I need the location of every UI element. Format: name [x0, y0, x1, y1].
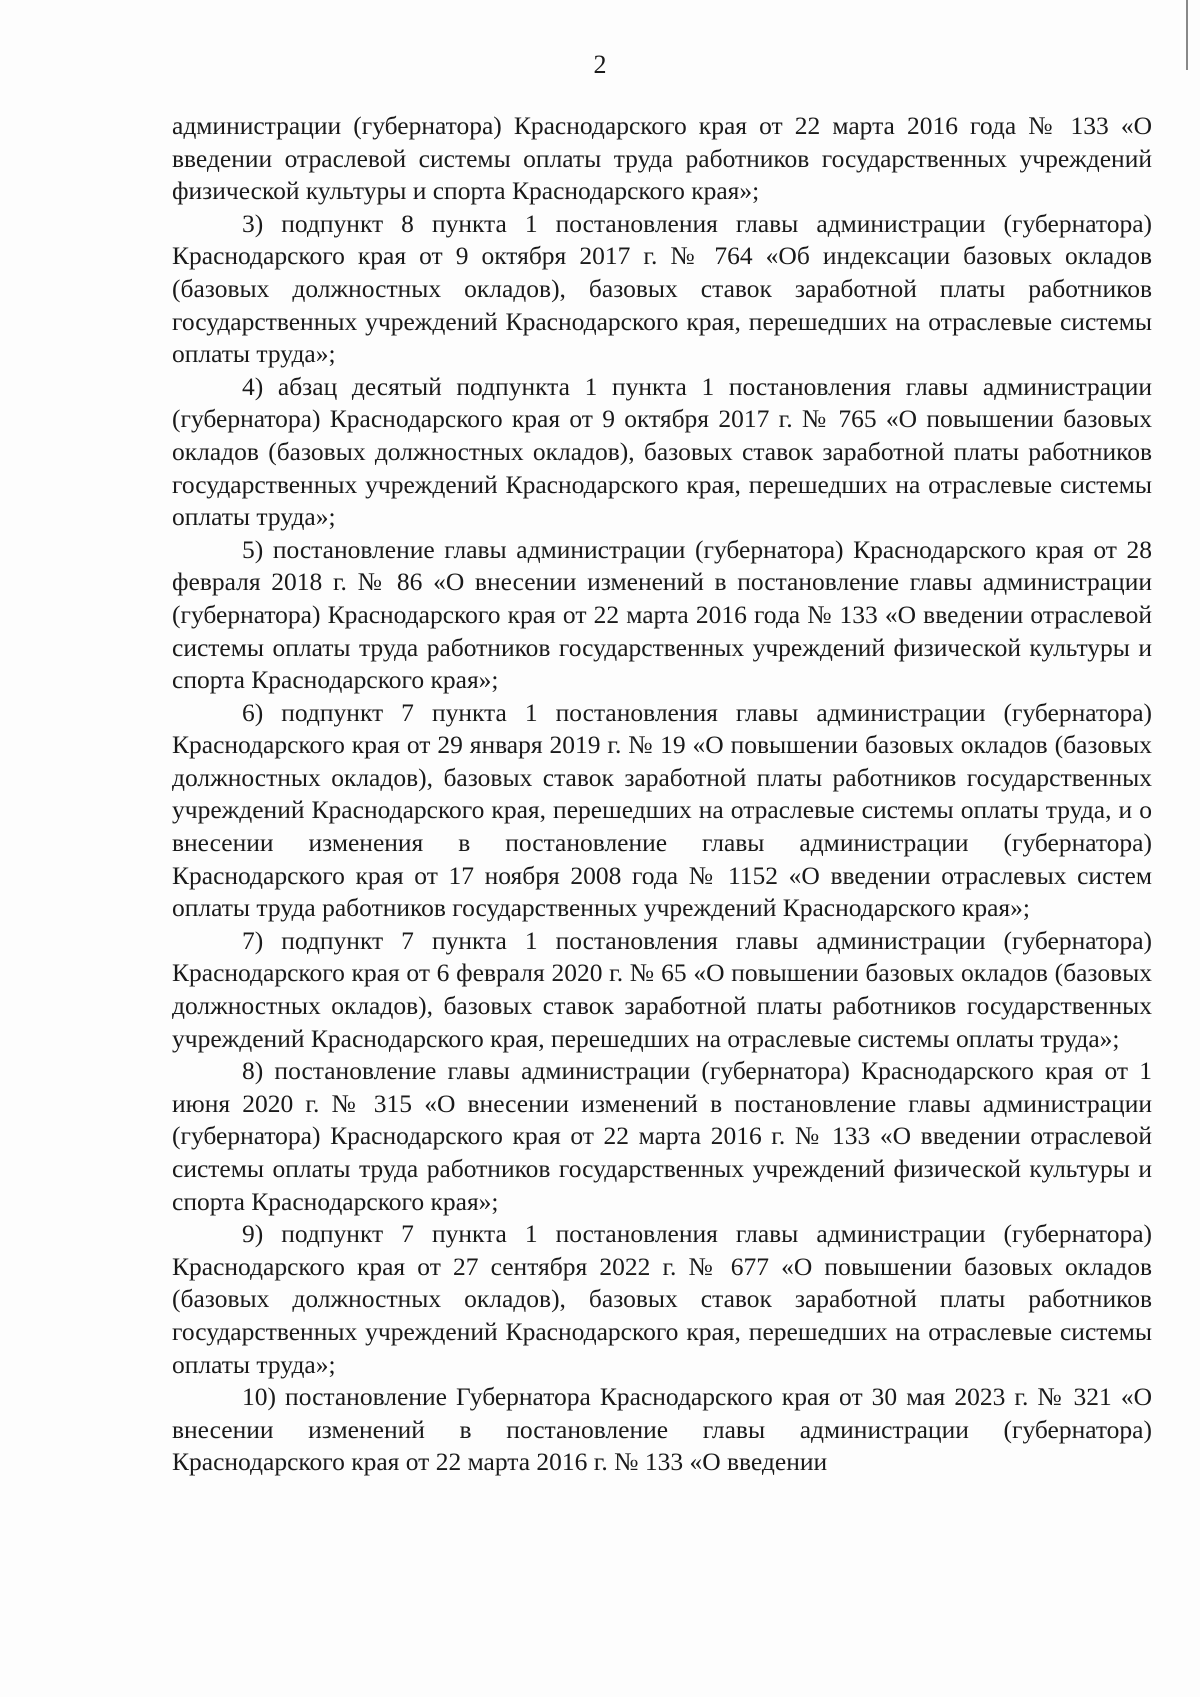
list-item-10: 10) постановление Губернатора Краснодарского края от 30 мая 2023 г. № 321 «О внесении изменений в постановление главы администрации (губернатора) Краснодарского края от 22 марта 2016 г. № 133 «О введении — [172, 1382, 1152, 1477]
list-item-7: 7) подпункт 7 пункта 1 постановления главы администрации (губернатора) Краснодарского края от 6 февраля 2020 г. № 65 «О повышении базовых окладов (базовых должностных окладов), базовых ставок заработной платы работников государственных учреждений Краснодарского края, перешедших на отраслевые системы оплаты труда»; — [172, 925, 1152, 1053]
paragraph-continuation: администрации (губернатора) Краснодарского края от 22 марта 2016 года № 133 «О введении отраслевой системы оплаты труда работников государственных учреждений физической культуры и спорта Краснодарского края»; — [172, 111, 1152, 206]
page-number: 2 — [593, 50, 607, 79]
list-item-8: 8) постановление главы администрации (губернатора) Краснодарского края от 1 июня 2020 г. № 315 «О внесении изменений в постановление главы администрации (губернатора) Краснодарского края от 22 марта 2016 г. № 133 «О введении отраслевой системы оплаты труда работников государственных учреждений физической культуры и спорта Краснодарского края»; — [172, 1056, 1152, 1216]
list-item-9: 9) подпункт 7 пункта 1 постановления главы администрации (губернатора) Краснодарского края от 27 сентября 2022 г. № 677 «О повышении базовых окладов (базовых должностных окладов), базовых ставок заработной платы работников государственных учреждений Краснодарского края, перешедших на отраслевые системы оплаты труда»; — [172, 1219, 1152, 1379]
document-body — [172, 110, 1152, 1479]
list-item-3: 3) подпункт 8 пункта 1 постановления главы администрации (губернатора) Краснодарского края от 9 октября 2017 г. № 764 «Об индексации базовых окладов (базовых должностных окладов), базовых ставок заработной платы работников государственных учреждений Краснодарского края, перешедших на отраслевые системы оплаты труда»; — [172, 208, 1152, 369]
list-item-4: 4) абзац десятый подпункта 1 пункта 1 постановления главы администрации (губернатора) Краснодарского края от 9 октября 2017 г. № 765 «О повышении базовых окладов (базовых должностных окладов), базовых ставок заработной платы работников государственных учреждений Краснодарского края, перешедших на отраслевые системы оплаты труда»; — [172, 371, 1152, 532]
list-item-5: 5) постановление главы администрации (губернатора) Краснодарского края от 28 февраля 2018 г. № 86 «О внесении изменений в постановление главы администрации (губернатора) Краснодарского края от 22 марта 2016 года № 133 «О введении отраслевой системы оплаты труда работников государственных учреждений физической культуры и спорта Краснодарского края»; — [172, 534, 1152, 695]
list-item-6: 6) подпункт 7 пункта 1 постановления главы администрации (губернатора) Краснодарского края от 29 января 2019 г. № 19 «О повышении базовых окладов (базовых должностных окладов), базовых ставок заработной платы работников государственных учреждений Краснодарского края, перешедших на отраслевые системы оплаты труда, и о внесении изменения в постановление главы администрации (губернатора) Краснодарского края от 17 ноября 2008 года № 1152 «О введении отраслевых систем оплаты труда работников государственных учреждений Краснодарского края»; — [172, 697, 1152, 923]
